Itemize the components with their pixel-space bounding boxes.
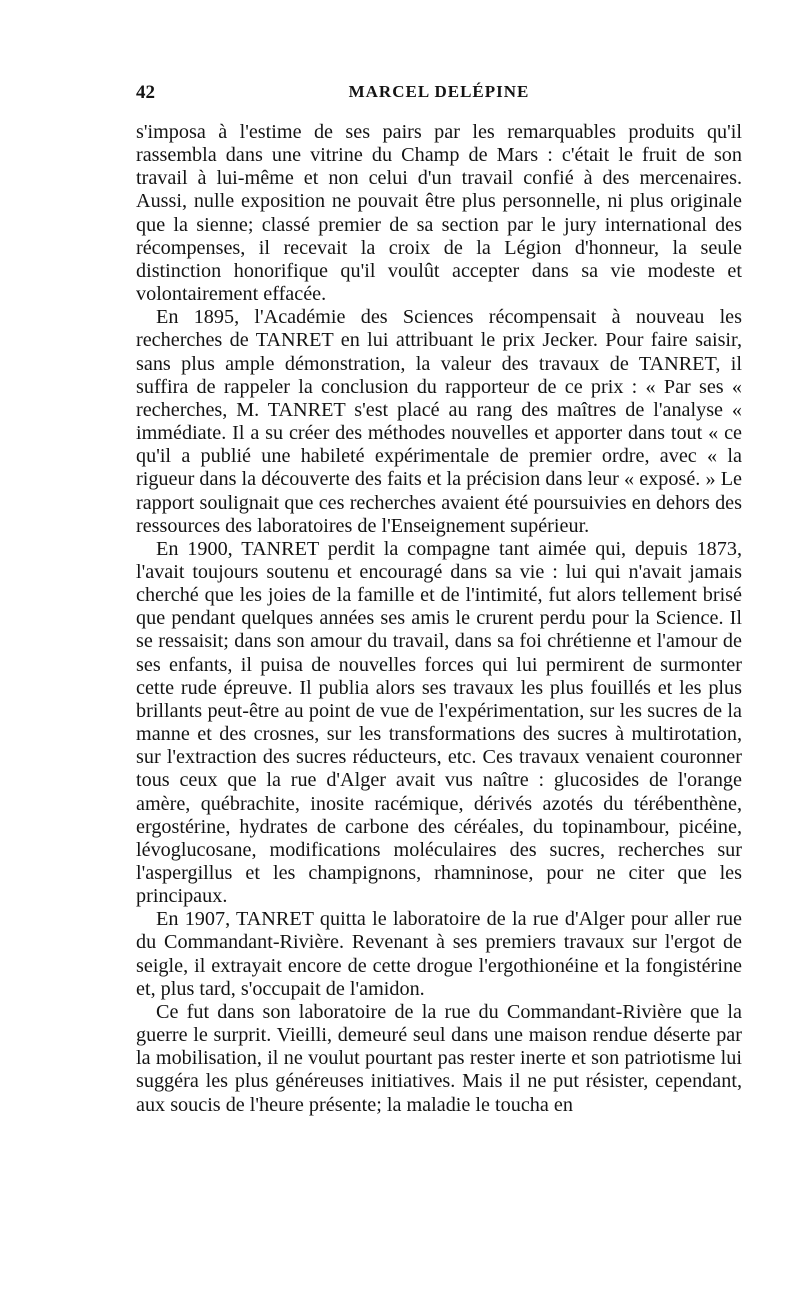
- running-title: MARCEL DELÉPINE: [348, 82, 530, 101]
- paragraph-war: Ce fut dans son laboratoire de la rue du Commandant-Rivière que la guerre le surprit. Vieilli, demeuré seul dans une maison rendue déserte par la mobilisation, il ne voulut pourtant pas rester inerte et son patriotisme lui suggéra les plus généreuses initiatives. Mais il ne put résister, cependant, aux soucis de l'heure présente; la maladie le toucha en: [136, 1000, 742, 1116]
- running-head: [136, 82, 742, 108]
- paragraph-1907: En 1907, TANRET quitta le laboratoire de la rue d'Alger pour aller rue du Commandant-Rivière. Revenant à ses premiers travaux sur l'ergot de seigle, il extrayait encore de cette drogue l'ergothionéine et la fongistérine et, plus tard, s'occupait de l'amidon.: [136, 908, 742, 1000]
- body-text: [136, 121, 742, 1117]
- paragraph-1895: En 1895, l'Académie des Sciences récompensait à nouveau les recherches de TANRET en lui attribuant le prix Jecker. Pour faire saisir, sans plus ample démonstration, la valeur des travaux de TANRET, il suffira de rappeler la conclusion du rapporteur de ce prix : « Par ses « recherches, M. TANRET s'est placé au rang des maîtres de l'analyse « immédiate. Il a su créer des méthodes nouvelles et apporter dans tout « ce qu'il a publié une habileté expérimentale de premier ordre, avec « la rigueur dans la découverte des faits et la précision dans leur « exposé. » Le rapport soulignait que ces recherches avaient été poursuivies en dehors des ressources des laboratoires de l'Enseignement supérieur.: [136, 306, 742, 537]
- paragraph-1900: En 1900, TANRET perdit la compagne tant aimée qui, depuis 1873, l'avait toujours soutenu et encouragé dans sa vie : lui qui n'avait jamais cherché que les joies de la famille et de l'intimité, fut alors tellement brisé que pendant quelques années ses amis le crurent perdu pour la Science. Il se ressaisit; dans son amour du travail, dans sa foi chrétienne et l'amour de ses enfants, il puisa de nouvelles forces qui lui permirent de surmonter cette rude épreuve. Il publia alors ses travaux les plus fouillés et les plus brillants peut-être au point de vue de l'expérimentation, sur les sucres de la manne et des crosnes, sur les transformations des sucres à multirotation, sur l'extraction des sucres réducteurs, etc. Ces travaux venaient couronner tous ceux que la rue d'Alger avait vus naître : glucosides de l'orange amère, québrachite, inosite racémique, dérivés azotés du térébenthène, ergostérine, hydrates de carbone des céréales, du topinambour, picéine, lévoglucosane, modifications moléculaires des sucres, recherches sur l'aspergillus et les champignons, rhamninose, pour ne citer que les principaux.: [136, 537, 742, 908]
- page-number: 42: [136, 82, 155, 103]
- paragraph-continuation: s'imposa à l'estime de ses pairs par les remarquables produits qu'il rassembla dans une vitrine du Champ de Mars : c'était le fruit de son travail à lui-même et non celui d'un travail confié à des mercenaires. Aussi, nulle exposition ne pouvait être plus personnelle, ni plus originale que la sienne; classé premier de sa section par le jury international des récompenses, il recevait la croix de la Légion d'honneur, la seule distinction honorifique qu'il voulût accepter dans sa vie modeste et volontairement effacée.: [136, 121, 742, 306]
